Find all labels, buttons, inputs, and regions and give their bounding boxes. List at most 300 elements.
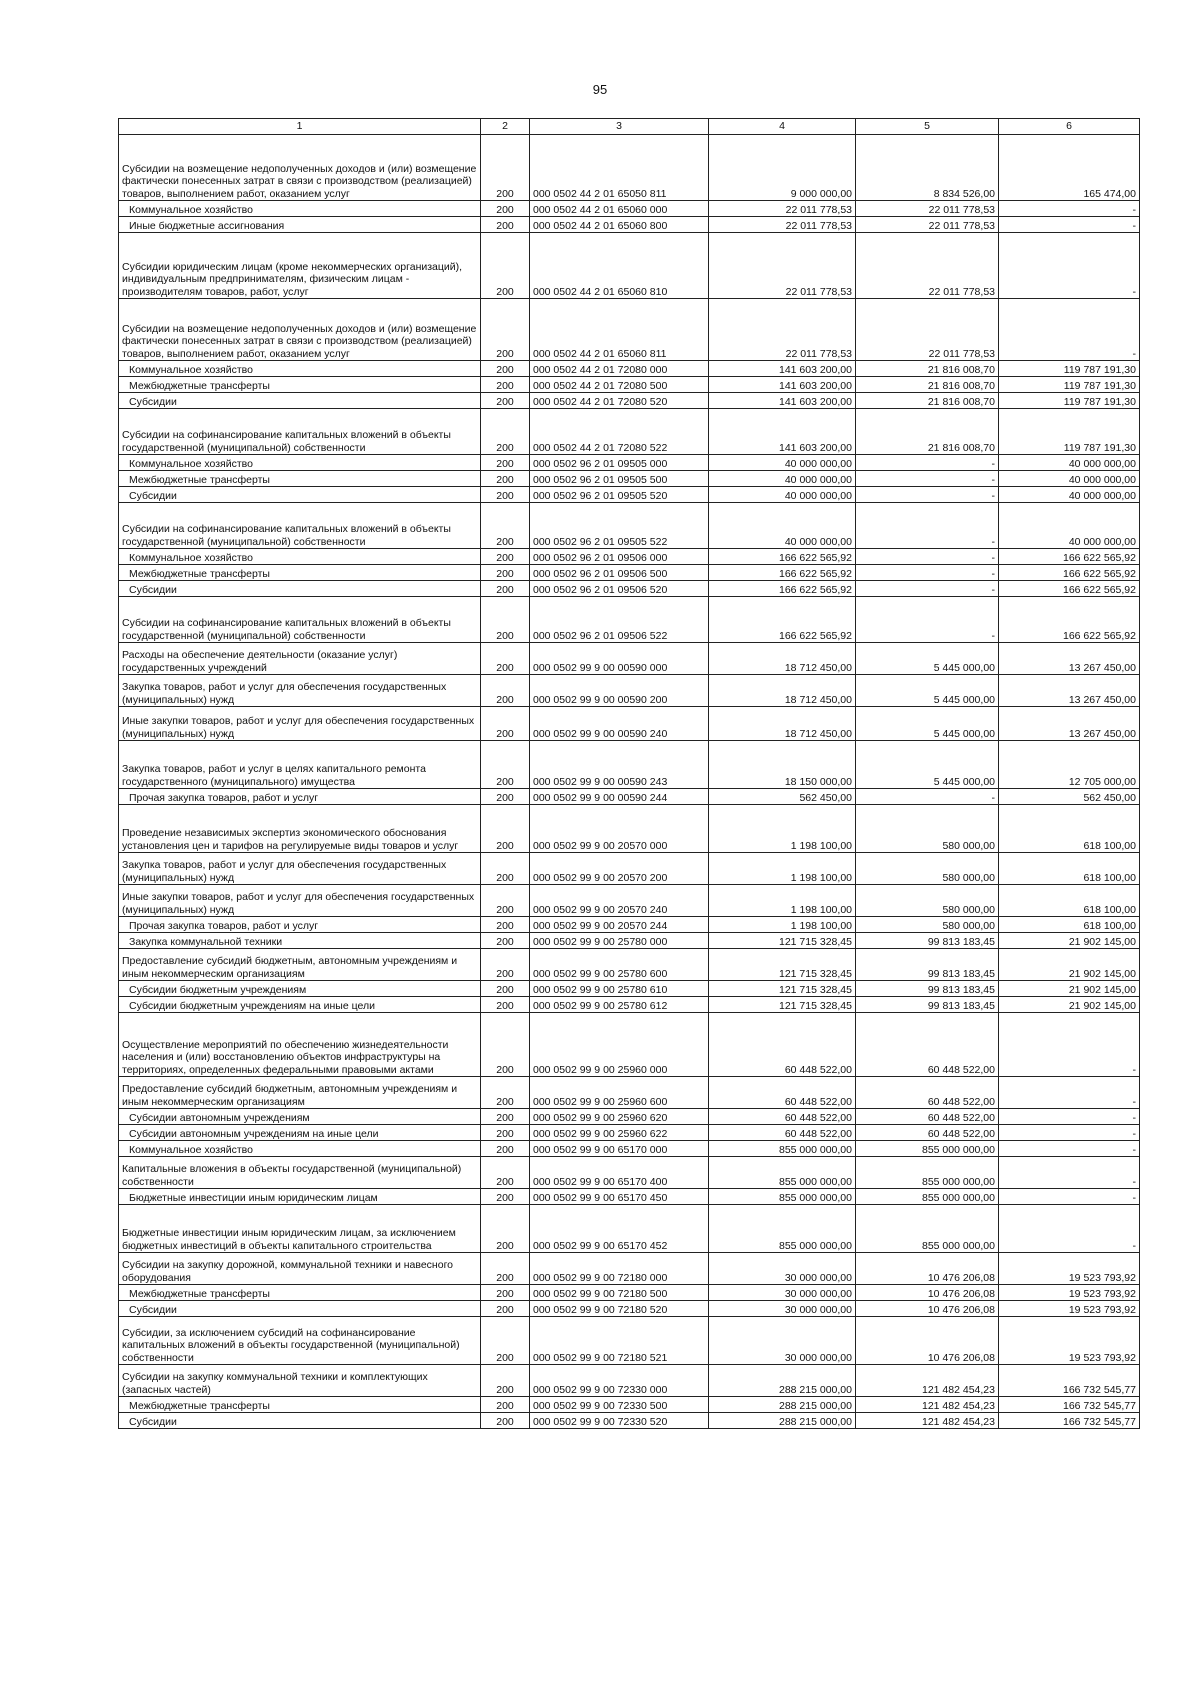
row-unexecuted-amount: 119 787 191,30 [999,393,1140,409]
table-row [119,1253,1140,1285]
row-classification-code: 000 0502 99 9 00 25960 622 [530,1125,709,1141]
row-admin-code: 200 [481,1205,530,1253]
row-classification-code: 000 0502 44 2 01 65060 000 [530,201,709,217]
row-name: Межбюджетные трансферты [119,1397,481,1413]
row-classification-code: 000 0502 99 9 00 65170 450 [530,1189,709,1205]
row-admin-code: 200 [481,643,530,675]
row-classification-code: 000 0502 99 9 00 25780 600 [530,949,709,981]
row-approved-amount: 1 198 100,00 [709,917,856,933]
row-admin-code: 200 [481,1365,530,1397]
row-approved-amount: 288 215 000,00 [709,1365,856,1397]
row-unexecuted-amount: 166 622 565,92 [999,549,1140,565]
row-name: Межбюджетные трансферты [119,377,481,393]
row-admin-code: 200 [481,1253,530,1285]
row-admin-code: 200 [481,471,530,487]
row-unexecuted-amount: - [999,1141,1140,1157]
row-unexecuted-amount: 13 267 450,00 [999,707,1140,741]
page-number: 95 [592,82,608,97]
table-row [119,503,1140,549]
row-classification-code: 000 0502 99 9 00 00590 244 [530,789,709,805]
table-header-row [119,119,1140,135]
table-row [119,393,1140,409]
row-name: Субсидии на возмещение недополученных доходов и (или) возмещение фактически понесенных затрат в связи с производством (реализацией) товаров, выполнением работ, оказанием услуг [119,299,481,361]
row-unexecuted-amount: - [999,1077,1140,1109]
row-executed-amount: 21 816 008,70 [856,409,999,455]
row-classification-code: 000 0502 99 9 00 65170 400 [530,1157,709,1189]
row-approved-amount: 60 448 522,00 [709,1125,856,1141]
row-name: Иные закупки товаров, работ и услуг для обеспечения государственных (муниципальных) нужд [119,707,481,741]
row-unexecuted-amount: - [999,1189,1140,1205]
row-admin-code: 200 [481,233,530,299]
row-unexecuted-amount: 19 523 793,92 [999,1317,1140,1365]
row-classification-code: 000 0502 99 9 00 72180 500 [530,1285,709,1301]
row-executed-amount: 580 000,00 [856,917,999,933]
row-executed-amount: 60 448 522,00 [856,1013,999,1077]
row-approved-amount: 22 011 778,53 [709,233,856,299]
row-unexecuted-amount: - [999,299,1140,361]
row-classification-code: 000 0502 99 9 00 25960 600 [530,1077,709,1109]
row-executed-amount: 8 834 526,00 [856,135,999,201]
row-classification-code: 000 0502 99 9 00 72180 520 [530,1301,709,1317]
row-classification-code: 000 0502 44 2 01 65050 811 [530,135,709,201]
header-col-2: 2 [481,119,530,135]
row-classification-code: 000 0502 99 9 00 25960 620 [530,1109,709,1125]
row-unexecuted-amount: 19 523 793,92 [999,1301,1140,1317]
table-row [119,1205,1140,1253]
table-row [119,299,1140,361]
row-executed-amount: 121 482 454,23 [856,1397,999,1413]
row-unexecuted-amount: 166 732 545,77 [999,1397,1140,1413]
row-admin-code: 200 [481,597,530,643]
table-row [119,581,1140,597]
table-row [119,471,1140,487]
table-row [119,455,1140,471]
row-classification-code: 000 0502 96 2 01 09506 522 [530,597,709,643]
row-admin-code: 200 [481,741,530,789]
row-unexecuted-amount: 40 000 000,00 [999,487,1140,503]
row-name: Субсидии на закупку дорожной, коммунальной техники и навесного оборудования [119,1253,481,1285]
row-name: Иные бюджетные ассигнования [119,217,481,233]
row-approved-amount: 855 000 000,00 [709,1189,856,1205]
table-row [119,135,1140,201]
table-row [119,675,1140,707]
row-unexecuted-amount: 21 902 145,00 [999,997,1140,1013]
row-approved-amount: 22 011 778,53 [709,217,856,233]
row-classification-code: 000 0502 99 9 00 65170 452 [530,1205,709,1253]
row-name: Предоставление субсидий бюджетным, автономным учреждениям и иным некоммерческим организациям [119,949,481,981]
row-classification-code: 000 0502 99 9 00 00590 200 [530,675,709,707]
row-name: Прочая закупка товаров, работ и услуг [119,917,481,933]
row-classification-code: 000 0502 44 2 01 65060 810 [530,233,709,299]
table-body [119,135,1140,1429]
row-executed-amount: 60 448 522,00 [856,1077,999,1109]
row-admin-code: 200 [481,1013,530,1077]
row-name: Субсидии [119,1301,481,1317]
row-executed-amount: 580 000,00 [856,805,999,853]
row-classification-code: 000 0502 99 9 00 25780 000 [530,933,709,949]
row-name: Межбюджетные трансферты [119,471,481,487]
row-name: Субсидии бюджетным учреждениям на иные цели [119,997,481,1013]
row-executed-amount: 121 482 454,23 [856,1413,999,1429]
row-approved-amount: 40 000 000,00 [709,471,856,487]
row-unexecuted-amount: 119 787 191,30 [999,377,1140,393]
row-approved-amount: 562 450,00 [709,789,856,805]
row-approved-amount: 1 198 100,00 [709,885,856,917]
row-admin-code: 200 [481,487,530,503]
table-row [119,1077,1140,1109]
row-approved-amount: 18 150 000,00 [709,741,856,789]
row-approved-amount: 30 000 000,00 [709,1317,856,1365]
row-executed-amount: 60 448 522,00 [856,1125,999,1141]
table-row [119,741,1140,789]
row-executed-amount: 21 816 008,70 [856,361,999,377]
row-admin-code: 200 [481,933,530,949]
row-name: Межбюджетные трансферты [119,565,481,581]
row-unexecuted-amount: 21 902 145,00 [999,933,1140,949]
row-unexecuted-amount: 19 523 793,92 [999,1285,1140,1301]
row-classification-code: 000 0502 99 9 00 20570 244 [530,917,709,933]
row-admin-code: 200 [481,455,530,471]
row-approved-amount: 288 215 000,00 [709,1413,856,1429]
table-row [119,1301,1140,1317]
table-row [119,597,1140,643]
row-executed-amount: 855 000 000,00 [856,1157,999,1189]
row-executed-amount: - [856,565,999,581]
row-name: Субсидии на закупку коммунальной техники и комплектующих (запасных частей) [119,1365,481,1397]
row-name: Субсидии [119,487,481,503]
table-row [119,233,1140,299]
row-admin-code: 200 [481,135,530,201]
row-admin-code: 200 [481,217,530,233]
row-approved-amount: 141 603 200,00 [709,361,856,377]
row-unexecuted-amount: 40 000 000,00 [999,471,1140,487]
row-classification-code: 000 0502 99 9 00 20570 240 [530,885,709,917]
row-executed-amount: - [856,549,999,565]
row-admin-code: 200 [481,805,530,853]
row-classification-code: 000 0502 99 9 00 65170 000 [530,1141,709,1157]
table-row [119,1125,1140,1141]
row-approved-amount: 121 715 328,45 [709,997,856,1013]
row-name: Субсидии юридическим лицам (кроме некоммерческих организаций), индивидуальным предпринимателям, физическим лицам - производителям товаров, работ, услуг [119,233,481,299]
row-admin-code: 200 [481,917,530,933]
row-unexecuted-amount: - [999,201,1140,217]
row-approved-amount: 166 622 565,92 [709,597,856,643]
row-name: Субсидии на софинансирование капитальных вложений в объекты государственной (муниципальной) собственности [119,409,481,455]
row-executed-amount: 580 000,00 [856,853,999,885]
row-approved-amount: 30 000 000,00 [709,1301,856,1317]
row-name: Закупка товаров, работ и услуг для обеспечения государственных (муниципальных) нужд [119,675,481,707]
table-row [119,707,1140,741]
row-unexecuted-amount: - [999,1157,1140,1189]
row-executed-amount: 5 445 000,00 [856,741,999,789]
row-approved-amount: 121 715 328,45 [709,981,856,997]
header-col-6: 6 [999,119,1140,135]
row-executed-amount: - [856,487,999,503]
row-name: Прочая закупка товаров, работ и услуг [119,789,481,805]
table-row [119,1141,1140,1157]
row-approved-amount: 288 215 000,00 [709,1397,856,1413]
header-col-5: 5 [856,119,999,135]
row-admin-code: 200 [481,1125,530,1141]
row-name: Коммунальное хозяйство [119,361,481,377]
row-unexecuted-amount: 13 267 450,00 [999,643,1140,675]
table-row [119,1413,1140,1429]
row-unexecuted-amount: 618 100,00 [999,853,1140,885]
row-classification-code: 000 0502 99 9 00 72330 000 [530,1365,709,1397]
row-executed-amount: 5 445 000,00 [856,707,999,741]
table-row [119,217,1140,233]
row-admin-code: 200 [481,409,530,455]
row-name: Бюджетные инвестиции иным юридическим лицам [119,1189,481,1205]
row-name: Субсидии [119,581,481,597]
row-unexecuted-amount: 13 267 450,00 [999,675,1140,707]
row-name: Коммунальное хозяйство [119,201,481,217]
row-classification-code: 000 0502 96 2 01 09506 500 [530,565,709,581]
row-name: Проведение независимых экспертиз экономического обоснования установления цен и тарифов на регулируемые виды товаров и услуг [119,805,481,853]
row-executed-amount: 99 813 183,45 [856,949,999,981]
row-name: Субсидии, за исключением субсидий на софинансирование капитальных вложений в объекты государственной (муниципальной) собственности [119,1317,481,1365]
row-approved-amount: 855 000 000,00 [709,1157,856,1189]
row-unexecuted-amount: - [999,1125,1140,1141]
table-row [119,549,1140,565]
row-name: Бюджетные инвестиции иным юридическим лицам, за исключением бюджетных инвестиций в объекты капитального строительства [119,1205,481,1253]
row-classification-code: 000 0502 44 2 01 72080 522 [530,409,709,455]
row-name: Закупка коммунальной техники [119,933,481,949]
table-row [119,1189,1140,1205]
row-admin-code: 200 [481,201,530,217]
row-executed-amount: 10 476 206,08 [856,1253,999,1285]
row-classification-code: 000 0502 96 2 01 09505 522 [530,503,709,549]
table-row [119,1365,1140,1397]
row-classification-code: 000 0502 99 9 00 20570 000 [530,805,709,853]
table-row [119,885,1140,917]
row-classification-code: 000 0502 99 9 00 00590 243 [530,741,709,789]
row-approved-amount: 18 712 450,00 [709,707,856,741]
row-executed-amount: 22 011 778,53 [856,201,999,217]
row-admin-code: 200 [481,1285,530,1301]
row-admin-code: 200 [481,981,530,997]
row-unexecuted-amount: 166 622 565,92 [999,581,1140,597]
row-classification-code: 000 0502 96 2 01 09505 000 [530,455,709,471]
table-row [119,377,1140,393]
row-executed-amount: 10 476 206,08 [856,1317,999,1365]
header-col-1: 1 [119,119,481,135]
row-approved-amount: 166 622 565,92 [709,549,856,565]
row-name: Капитальные вложения в объекты государственной (муниципальной) собственности [119,1157,481,1189]
table-row [119,361,1140,377]
row-approved-amount: 855 000 000,00 [709,1141,856,1157]
row-classification-code: 000 0502 96 2 01 09505 500 [530,471,709,487]
row-name: Закупка товаров, работ и услуг в целях капитального ремонта государственного (муниципального) имущества [119,741,481,789]
row-name: Субсидии бюджетным учреждениям [119,981,481,997]
table-row [119,1317,1140,1365]
row-name: Коммунальное хозяйство [119,1141,481,1157]
row-executed-amount: - [856,789,999,805]
row-executed-amount: 580 000,00 [856,885,999,917]
row-executed-amount: 855 000 000,00 [856,1189,999,1205]
row-classification-code: 000 0502 99 9 00 00590 240 [530,707,709,741]
row-unexecuted-amount: - [999,1109,1140,1125]
row-admin-code: 200 [481,1077,530,1109]
row-approved-amount: 1 198 100,00 [709,805,856,853]
table-row [119,409,1140,455]
row-name: Осуществление мероприятий по обеспечению жизнедеятельности населения и (или) восстановлению объектов инфраструктуры на территориях, определенных федеральными правовыми актами [119,1013,481,1077]
row-admin-code: 200 [481,789,530,805]
row-executed-amount: - [856,455,999,471]
row-unexecuted-amount: 119 787 191,30 [999,361,1140,377]
row-approved-amount: 40 000 000,00 [709,487,856,503]
table-row [119,789,1140,805]
row-executed-amount: 21 816 008,70 [856,393,999,409]
row-admin-code: 200 [481,377,530,393]
row-executed-amount: 60 448 522,00 [856,1109,999,1125]
row-approved-amount: 30 000 000,00 [709,1285,856,1301]
row-unexecuted-amount: - [999,217,1140,233]
row-executed-amount: 22 011 778,53 [856,233,999,299]
table-row [119,1013,1140,1077]
row-unexecuted-amount: 166 732 545,77 [999,1365,1140,1397]
row-approved-amount: 30 000 000,00 [709,1253,856,1285]
row-classification-code: 000 0502 99 9 00 25780 612 [530,997,709,1013]
row-admin-code: 200 [481,361,530,377]
row-unexecuted-amount: 21 902 145,00 [999,981,1140,997]
row-approved-amount: 166 622 565,92 [709,581,856,597]
row-unexecuted-amount: 119 787 191,30 [999,409,1140,455]
table-row [119,853,1140,885]
row-approved-amount: 40 000 000,00 [709,503,856,549]
row-executed-amount: 5 445 000,00 [856,643,999,675]
header-col-3: 3 [530,119,709,135]
row-name: Предоставление субсидий бюджетным, автономным учреждениям и иным некоммерческим организациям [119,1077,481,1109]
row-executed-amount: - [856,471,999,487]
row-executed-amount: 99 813 183,45 [856,981,999,997]
row-classification-code: 000 0502 44 2 01 65060 811 [530,299,709,361]
row-approved-amount: 121 715 328,45 [709,933,856,949]
row-executed-amount: 21 816 008,70 [856,377,999,393]
row-unexecuted-amount: 19 523 793,92 [999,1253,1140,1285]
row-approved-amount: 141 603 200,00 [709,377,856,393]
row-unexecuted-amount: 618 100,00 [999,885,1140,917]
row-name: Субсидии на софинансирование капитальных вложений в объекты государственной (муниципальной) собственности [119,503,481,549]
row-admin-code: 200 [481,1413,530,1429]
table-row [119,201,1140,217]
row-classification-code: 000 0502 99 9 00 25780 610 [530,981,709,997]
row-admin-code: 200 [481,853,530,885]
table-row [119,1285,1140,1301]
row-unexecuted-amount: 166 622 565,92 [999,597,1140,643]
row-admin-code: 200 [481,503,530,549]
row-approved-amount: 121 715 328,45 [709,949,856,981]
row-name: Расходы на обеспечение деятельности (оказание услуг) государственных учреждений [119,643,481,675]
row-unexecuted-amount: 618 100,00 [999,805,1140,853]
row-admin-code: 200 [481,1397,530,1413]
row-approved-amount: 1 198 100,00 [709,853,856,885]
row-admin-code: 200 [481,1189,530,1205]
row-name: Иные закупки товаров, работ и услуг для обеспечения государственных (муниципальных) нужд [119,885,481,917]
row-approved-amount: 166 622 565,92 [709,565,856,581]
row-admin-code: 200 [481,1141,530,1157]
row-unexecuted-amount: 12 705 000,00 [999,741,1140,789]
row-approved-amount: 60 448 522,00 [709,1013,856,1077]
row-unexecuted-amount: 40 000 000,00 [999,503,1140,549]
row-unexecuted-amount: 21 902 145,00 [999,949,1140,981]
table-row [119,487,1140,503]
row-unexecuted-amount: 166 732 545,77 [999,1413,1140,1429]
row-classification-code: 000 0502 99 9 00 72330 520 [530,1413,709,1429]
row-unexecuted-amount: 165 474,00 [999,135,1140,201]
table-row [119,917,1140,933]
row-unexecuted-amount: - [999,1205,1140,1253]
row-executed-amount: 10 476 206,08 [856,1285,999,1301]
row-executed-amount: 855 000 000,00 [856,1205,999,1253]
row-admin-code: 200 [481,1317,530,1365]
table-row [119,1397,1140,1413]
row-admin-code: 200 [481,581,530,597]
row-name: Субсидии [119,1413,481,1429]
row-approved-amount: 40 000 000,00 [709,455,856,471]
row-admin-code: 200 [481,299,530,361]
row-approved-amount: 60 448 522,00 [709,1077,856,1109]
row-classification-code: 000 0502 44 2 01 72080 500 [530,377,709,393]
row-executed-amount: 22 011 778,53 [856,299,999,361]
row-unexecuted-amount: - [999,1013,1140,1077]
row-admin-code: 200 [481,549,530,565]
row-approved-amount: 855 000 000,00 [709,1205,856,1253]
row-approved-amount: 60 448 522,00 [709,1109,856,1125]
row-admin-code: 200 [481,949,530,981]
row-unexecuted-amount: 562 450,00 [999,789,1140,805]
table-row [119,933,1140,949]
row-classification-code: 000 0502 96 2 01 09505 520 [530,487,709,503]
row-executed-amount: 121 482 454,23 [856,1365,999,1397]
row-classification-code: 000 0502 96 2 01 09506 000 [530,549,709,565]
row-executed-amount: 855 000 000,00 [856,1141,999,1157]
row-admin-code: 200 [481,1301,530,1317]
row-classification-code: 000 0502 99 9 00 72180 521 [530,1317,709,1365]
row-unexecuted-amount: - [999,233,1140,299]
table-row [119,565,1140,581]
row-approved-amount: 141 603 200,00 [709,393,856,409]
row-executed-amount: - [856,597,999,643]
table-row [119,643,1140,675]
row-classification-code: 000 0502 99 9 00 72330 500 [530,1397,709,1413]
row-name: Субсидии на софинансирование капитальных вложений в объекты государственной (муниципальной) собственности [119,597,481,643]
row-classification-code: 000 0502 99 9 00 25960 000 [530,1013,709,1077]
row-executed-amount: 10 476 206,08 [856,1301,999,1317]
row-classification-code: 000 0502 99 9 00 00590 000 [530,643,709,675]
table-row [119,949,1140,981]
row-name: Субсидии автономным учреждениям [119,1109,481,1125]
row-approved-amount: 9 000 000,00 [709,135,856,201]
row-admin-code: 200 [481,1157,530,1189]
row-name: Закупка товаров, работ и услуг для обеспечения государственных (муниципальных) нужд [119,853,481,885]
row-executed-amount: - [856,503,999,549]
row-name: Межбюджетные трансферты [119,1285,481,1301]
row-classification-code: 000 0502 44 2 01 65060 800 [530,217,709,233]
row-approved-amount: 141 603 200,00 [709,409,856,455]
row-classification-code: 000 0502 44 2 01 72080 000 [530,361,709,377]
row-name: Субсидии на возмещение недополученных доходов и (или) возмещение фактически понесенных затрат в связи с производством (реализацией) товаров, выполнением работ, оказанием услуг [119,135,481,201]
table-row [119,1157,1140,1189]
row-classification-code: 000 0502 99 9 00 72180 000 [530,1253,709,1285]
row-executed-amount: 99 813 183,45 [856,933,999,949]
row-name: Субсидии [119,393,481,409]
row-admin-code: 200 [481,675,530,707]
row-unexecuted-amount: 166 622 565,92 [999,565,1140,581]
row-admin-code: 200 [481,565,530,581]
table-row [119,1109,1140,1125]
row-name: Коммунальное хозяйство [119,455,481,471]
